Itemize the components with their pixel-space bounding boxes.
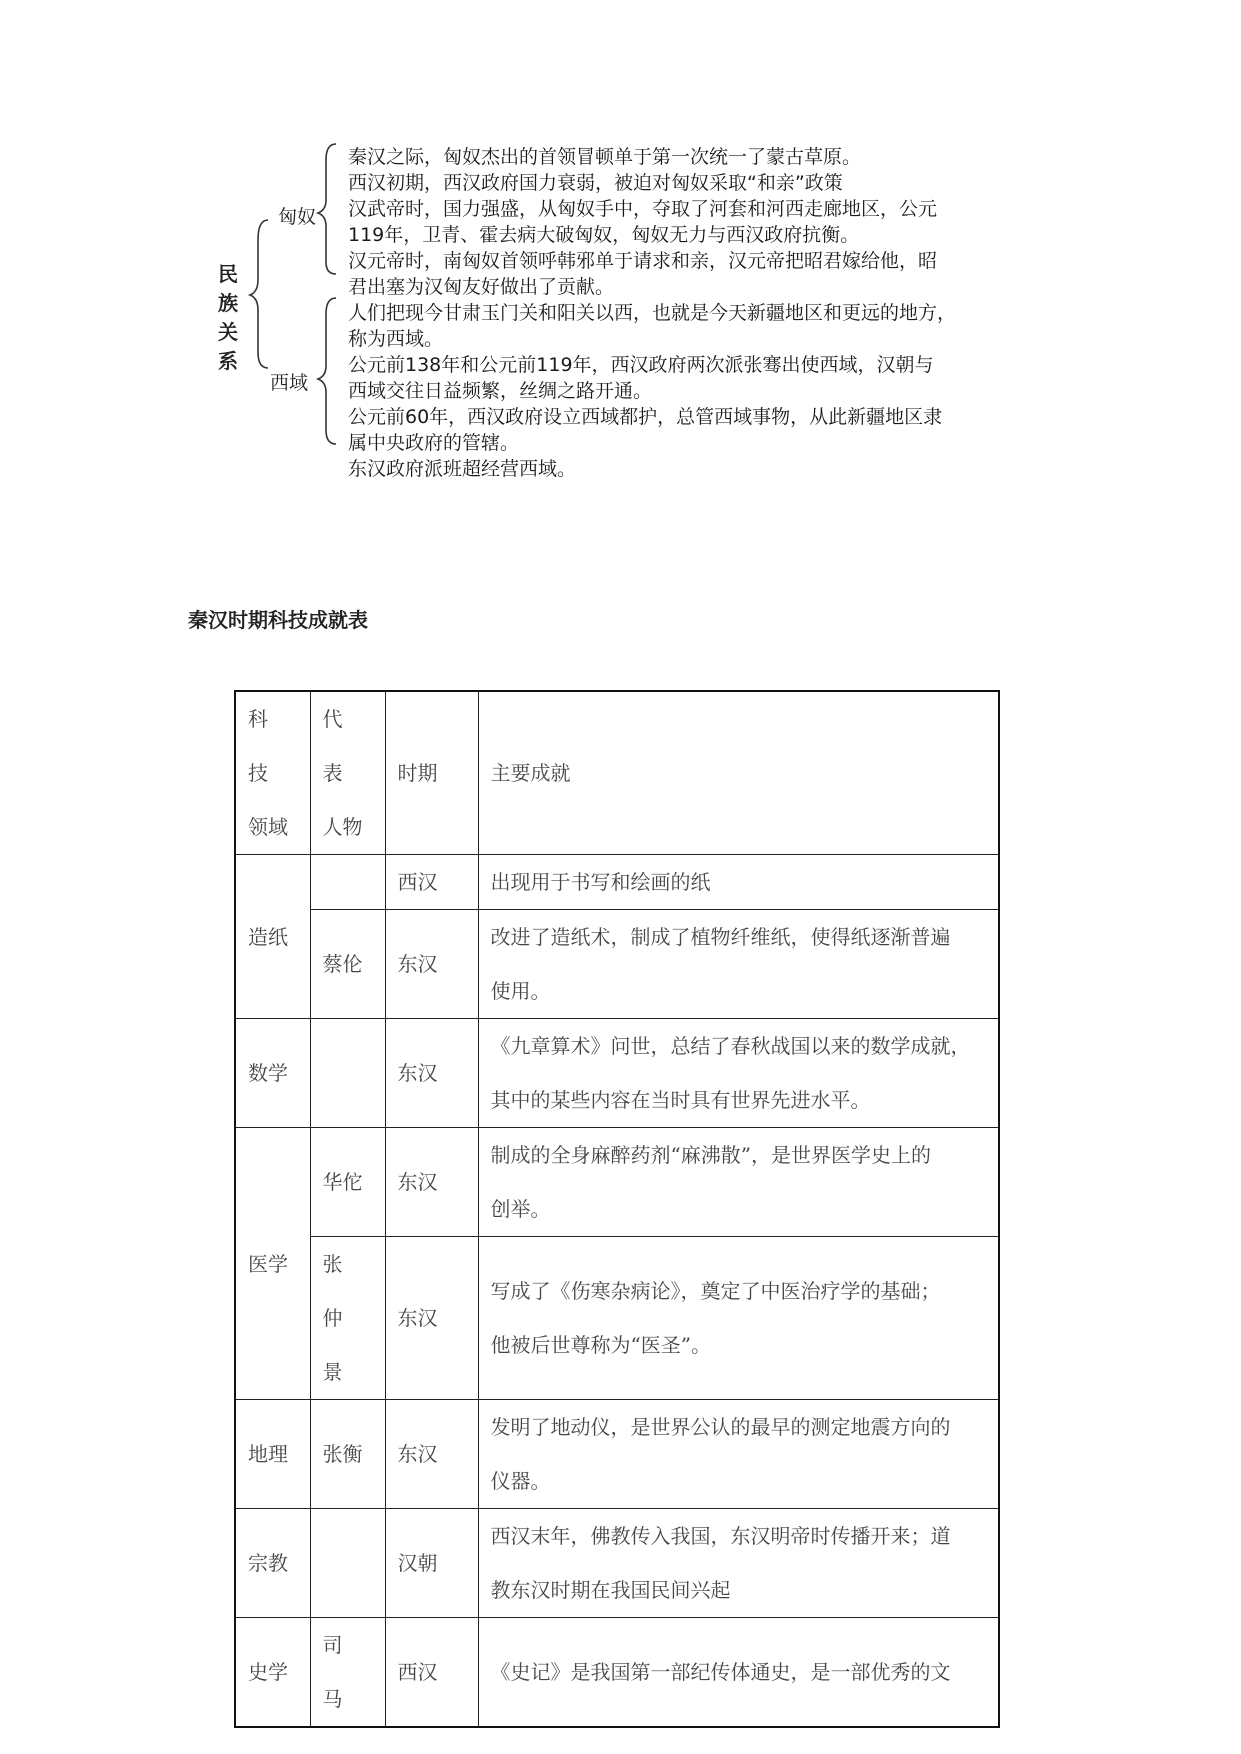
cell-field: 医学	[235, 1128, 310, 1400]
cell-person	[310, 855, 385, 910]
cell-achievement	[478, 1509, 999, 1618]
achievement-line: 出现用于书写和绘画的纸	[490, 870, 711, 894]
cell-period: 汉朝	[385, 1509, 478, 1618]
cell-person: 蔡伦	[310, 910, 385, 1019]
header-person-line: 人物	[322, 815, 363, 839]
table-title: 秦汉时期科技成就表	[188, 608, 368, 632]
cell-field: 地理	[235, 1400, 310, 1509]
tech-achievements-table	[234, 690, 1000, 1728]
xiongnu-line: 秦汉之际，匈奴杰出的首领冒顿单于第一次统一了蒙古草原。	[348, 146, 862, 168]
xiyu-line: 西域交往日益频繁，丝绸之路开通。	[348, 380, 653, 402]
achievement-line: 教东汉时期在我国民间兴起	[490, 1578, 731, 1602]
cell-person: 司马	[310, 1618, 385, 1728]
achievement-line: 写成了《伤寒杂病论》，奠定了中医治疗学的基础；	[490, 1279, 941, 1303]
table-row	[235, 1618, 999, 1728]
cell-achievement	[478, 1019, 999, 1128]
xiyu-line: 公元前138年和公元前119年，西汉政府两次派张骞出使西域，汉朝与	[348, 354, 934, 376]
cell-period: 东汉	[385, 1237, 478, 1400]
cell-field: 造纸	[235, 855, 310, 1019]
table-row	[235, 1128, 999, 1237]
header-field-line: 领域	[248, 815, 288, 839]
cell-achievement	[478, 1237, 999, 1400]
xiongnu-brace	[318, 144, 336, 274]
cell-field: 宗教	[235, 1509, 310, 1618]
xiyu-brace	[318, 298, 336, 444]
xiongnu-line: 119年，卫青、霍去病大破匈奴，匈奴无力与西汉政府抗衡。	[348, 224, 860, 246]
main-brace	[250, 220, 268, 368]
xiyu-line: 东汉政府派班超经营西域。	[348, 458, 577, 480]
achievement-line: 改进了造纸术，制成了植物纤维纸，使得纸逐渐普遍	[490, 925, 951, 949]
cell-person	[310, 1237, 385, 1400]
cell-achievement	[478, 855, 999, 910]
table-row	[235, 1237, 999, 1400]
table-row	[235, 1509, 999, 1618]
achievement-line: 仪器。	[490, 1469, 551, 1493]
diagram-root-label: 民族关系	[218, 262, 238, 373]
cell-field: 数学	[235, 1019, 310, 1128]
header-field	[235, 691, 310, 855]
table-row	[235, 1400, 999, 1509]
cell-achievement	[478, 1400, 999, 1509]
xiyu-line: 人们把现今甘肃玉门关和阳关以西，也就是今天新疆地区和更远的地方，	[348, 302, 957, 324]
cell-period: 东汉	[385, 910, 478, 1019]
cell-achievement	[478, 1618, 999, 1728]
cell-period: 西汉	[385, 1618, 478, 1728]
branch-xiongnu-label: 匈奴	[278, 206, 317, 228]
xiongnu-line: 西汉初期，西汉政府国力衰弱，被迫对匈奴采取“和亲”政策	[348, 172, 843, 194]
xiongnu-line: 君出塞为汉匈友好做出了贡献。	[348, 276, 615, 298]
cell-person	[310, 1509, 385, 1618]
achievement-line: 使用。	[490, 979, 551, 1003]
header-person	[310, 691, 385, 855]
table-row	[235, 855, 999, 910]
ethnic-relations-diagram	[200, 140, 980, 540]
header-period: 时期	[385, 691, 478, 855]
cell-person: 张衡	[310, 1400, 385, 1509]
xiongnu-line: 汉武帝时，国力强盛，从匈奴手中，夺取了河套和河西走廊地区，公元	[348, 198, 938, 220]
person-line: 张仲	[322, 1252, 357, 1330]
table-row	[235, 1019, 999, 1128]
achievement-line: 《九章算术》问世，总结了春秋战国以来的数学成就，	[490, 1034, 971, 1058]
table-row	[235, 910, 999, 1019]
achievement-line: 发明了地动仪，是世界公认的最早的测定地震方向的	[490, 1415, 951, 1439]
cell-field: 史学	[235, 1618, 310, 1728]
xiongnu-line: 汉元帝时，南匈奴首领呼韩邪单于请求和亲，汉元帝把昭君嫁给他，昭	[348, 250, 938, 272]
achievement-line: 创举。	[490, 1197, 551, 1221]
cell-achievement	[478, 910, 999, 1019]
achievement-line: 《史记》是我国第一部纪传体通史，是一部优秀的文	[490, 1660, 951, 1684]
cell-person: 华佗	[310, 1128, 385, 1237]
cell-period: 东汉	[385, 1128, 478, 1237]
person-line: 景	[322, 1360, 343, 1384]
xiyu-line: 属中央政府的管辖。	[348, 432, 520, 454]
cell-period: 东汉	[385, 1019, 478, 1128]
cell-period: 西汉	[385, 855, 478, 910]
header-field-line: 科技	[248, 707, 282, 785]
xiyu-line: 公元前60年，西汉政府设立西域都护，总管西域事物，从此新疆地区隶	[348, 406, 943, 428]
table-header-row	[235, 691, 999, 855]
cell-period: 东汉	[385, 1400, 478, 1509]
achievement-line: 他被后世尊称为“医圣”。	[490, 1333, 711, 1357]
xiyu-line: 称为西域。	[348, 328, 444, 350]
achievement-line: 其中的某些内容在当时具有世界先进水平。	[490, 1088, 871, 1112]
achievement-line: 西汉末年，佛教传入我国，东汉明帝时传播开来；道	[490, 1524, 951, 1548]
header-achievement: 主要成就	[478, 691, 999, 855]
header-person-line: 代表	[322, 707, 357, 785]
cell-person	[310, 1019, 385, 1128]
branch-xiyu-label: 西域	[270, 372, 309, 394]
cell-achievement	[478, 1128, 999, 1237]
achievement-line: 制成的全身麻醉药剂“麻沸散”，是世界医学史上的	[490, 1143, 931, 1167]
